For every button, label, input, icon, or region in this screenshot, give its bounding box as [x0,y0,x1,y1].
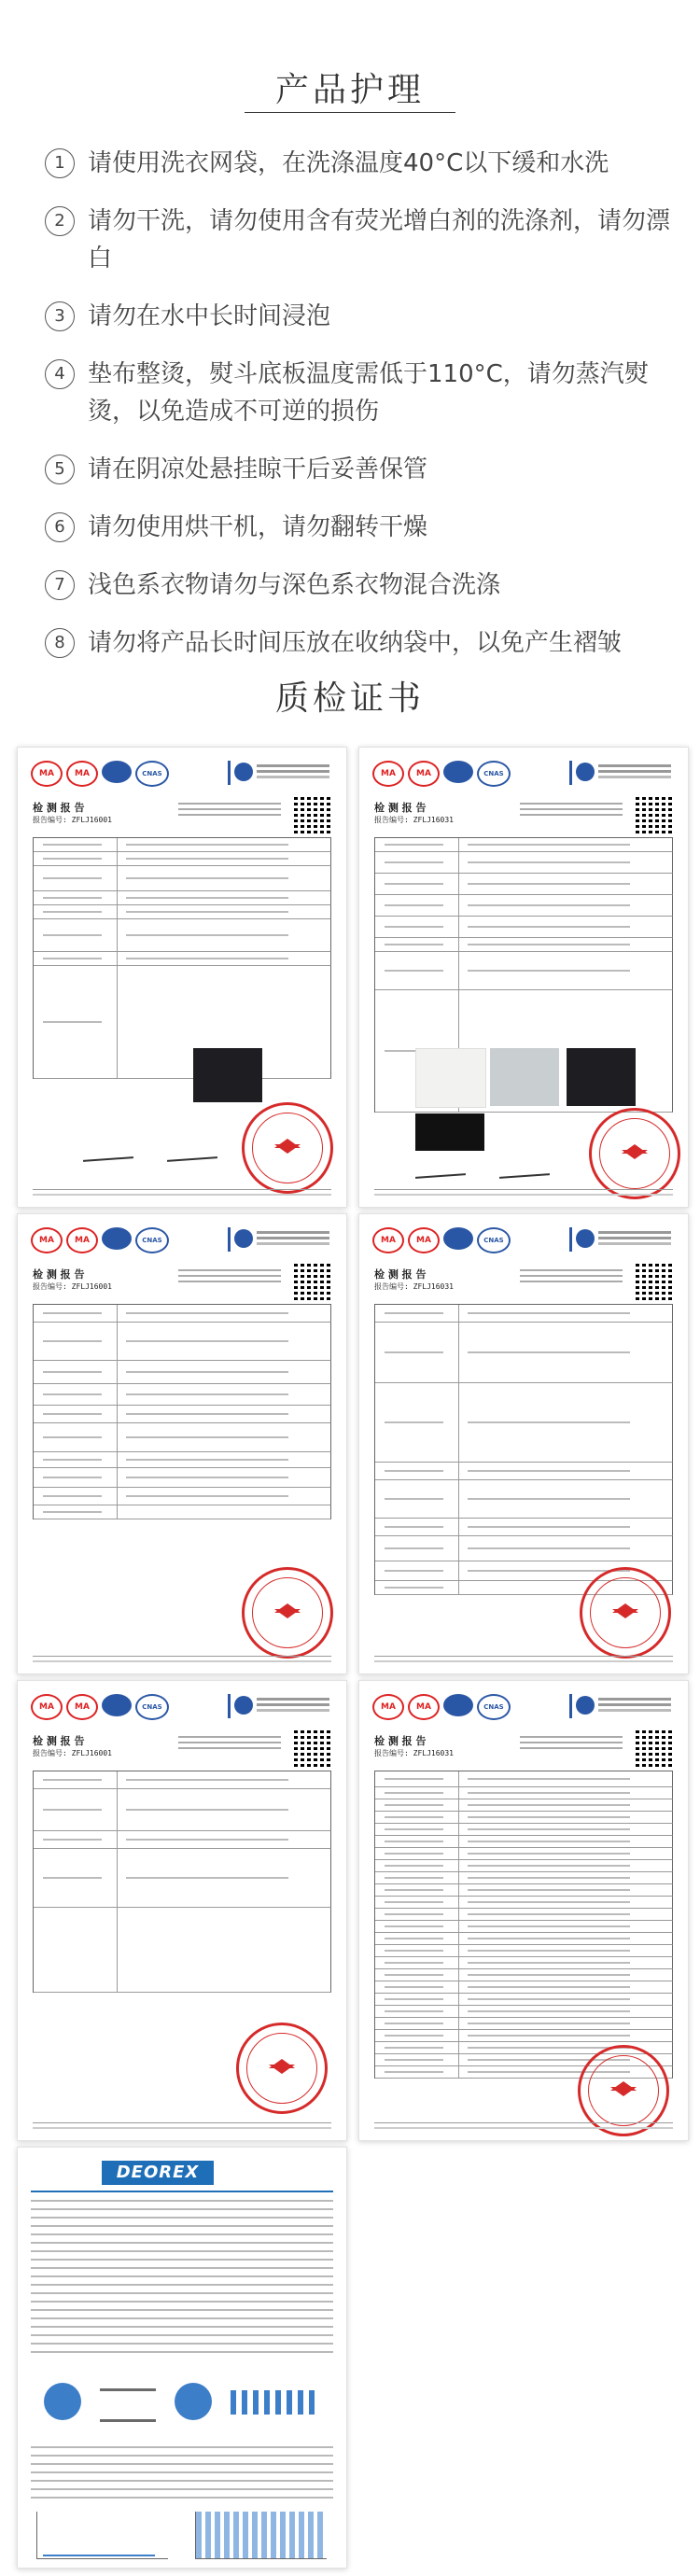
deorex-certificate [17,2147,347,2569]
deorex-text-block [31,2200,333,2359]
care-number-badge: 2 [45,206,75,236]
care-text: 浅色系衣物请勿与深色系衣物混合洗涤 [88,571,501,599]
report-number: 报告编号: ZFLJ16001 [33,816,112,824]
deorex-logo: DEOREX [102,2161,214,2185]
official-seal [242,1102,333,1194]
deorex-diagram [44,2370,320,2435]
seal-star-icon [610,2081,637,2091]
sample-photo-white-tshirt [415,1048,486,1108]
care-text: 请勿使用烘干机，请勿翻转干燥 [88,513,428,541]
cma-logo: MA [31,761,63,787]
deorex-chart-left [36,2512,168,2559]
qr-code [294,1729,331,1767]
cnas-logo: CNAS [135,1694,169,1720]
care-item [45,451,679,488]
cma-logo: MA [408,1694,440,1720]
deorex-header-rule [31,2191,333,2192]
care-title-underline [245,112,455,113]
care-item [45,509,679,546]
report-footer [33,2122,331,2129]
qr-code [294,796,331,833]
deorex-chart-right [195,2512,327,2559]
official-seal [236,2023,328,2114]
signature [83,1156,133,1162]
report-site-info [178,1267,281,1285]
cnas-logo: CNAS [477,761,511,787]
report-site-info [178,1733,281,1752]
test-report-page-2 [358,747,689,1208]
sample-photo-black-tshirt [567,1048,636,1106]
report-heading: 检 测 报 告 [374,1268,427,1281]
accreditation-logos [372,1227,675,1255]
accreditation-logos [372,761,675,789]
care-number-badge: 3 [45,301,75,331]
care-item [45,624,679,662]
care-list [45,145,679,682]
report-number: 报告编号: ZFLJ16001 [33,1749,112,1757]
test-report-page-3 [17,1213,347,1674]
report-site-info [178,800,281,819]
care-number-badge: 7 [45,570,75,600]
care-item [45,567,679,604]
care-title: 产品护理 [274,71,425,109]
lab-logo [228,1227,333,1252]
report-number: 报告编号: ZFLJ16031 [374,1282,454,1291]
test-report-page-5 [17,1680,347,2141]
care-text: 垫布整烫，熨斗底板温度需低于110°C，请勿蒸汽熨烫，以免造成不可逆的损伤 [88,360,649,426]
cnas-logo: CNAS [477,1227,511,1253]
test-report-page-6 [358,1680,689,2141]
report-table [374,1771,673,2079]
care-text: 请使用洗衣网袋，在洗涤温度40°C以下缓和水洗 [88,149,609,177]
report-site-info [520,1267,623,1285]
care-text: 请在阴凉处悬挂晾干后妥善保管 [88,455,428,483]
cma-logo: MA [372,761,404,787]
cma-logo: MA [372,1694,404,1720]
cma-logo: MA [408,761,440,787]
official-seal [580,1567,671,1659]
lab-logo [569,1694,675,1718]
care-text: 请勿干洗，请勿使用含有荧光增白剂的洗涤剂，请勿漂白 [88,207,671,273]
signature [415,1173,466,1179]
report-heading: 检 测 报 告 [374,1735,427,1747]
report-heading: 检 测 报 告 [33,1735,85,1747]
sample-photo-grey-fabric [490,1048,559,1106]
lab-logo [228,761,333,785]
test-report-page-4 [358,1213,689,1674]
seal-star-icon [269,2059,295,2068]
report-table [374,1304,673,1595]
report-footer [33,1656,331,1662]
cnas-logo: CNAS [477,1694,511,1720]
seal-star-icon [274,1139,301,1148]
care-number-badge: 8 [45,628,75,658]
ilac-logo [443,1694,473,1716]
cma-logo: MA [31,1227,63,1253]
official-seal [589,1108,680,1199]
signature [167,1156,217,1162]
report-footer [374,2122,673,2129]
deorex-text-block-2 [31,2446,333,2502]
lab-logo [228,1694,333,1718]
qr-code [294,1263,331,1300]
cma-logo: MA [66,1227,98,1253]
ilac-logo [443,1227,473,1250]
ilac-logo [102,1694,132,1716]
report-heading: 检 测 报 告 [33,802,85,814]
cma-logo: MA [408,1227,440,1253]
report-number: 报告编号: ZFLJ16031 [374,816,454,824]
report-footer [374,1656,673,1662]
qr-code [636,796,673,833]
seal-star-icon [274,1603,301,1613]
accreditation-logos [31,1227,333,1255]
care-item [45,356,679,430]
ilac-logo [443,761,473,783]
care-number-badge: 6 [45,512,75,542]
test-report-page-1 [17,747,347,1208]
care-item [45,298,679,335]
care-number-badge: 5 [45,455,75,484]
report-site-info [520,1733,623,1752]
accreditation-logos [372,1694,675,1722]
report-footer [374,1189,673,1196]
care-number-badge: 4 [45,359,75,389]
cnas-logo: CNAS [135,761,169,787]
report-table [33,1304,331,1519]
ilac-logo [102,761,132,783]
care-item [45,203,679,277]
seal-star-icon [612,1603,638,1613]
report-site-info [520,800,623,819]
lab-logo [569,761,675,785]
certificates-title: 质检证书 [274,679,425,718]
report-footer [33,1189,331,1196]
cma-logo: MA [66,761,98,787]
report-table [33,837,331,1079]
care-item [45,145,679,182]
report-table [33,1771,331,1993]
care-number-badge: 1 [45,148,75,178]
qr-code [636,1263,673,1300]
report-number: 报告编号: ZFLJ16031 [374,1749,454,1757]
lab-logo [569,1227,675,1252]
cma-logo: MA [372,1227,404,1253]
report-heading: 检 测 报 告 [374,802,427,814]
signature [499,1173,550,1179]
cma-logo: MA [66,1694,98,1720]
seal-star-icon [622,1144,648,1154]
accreditation-logos [31,761,333,789]
cma-logo: MA [31,1694,63,1720]
official-seal [242,1567,333,1659]
ilac-logo [102,1227,132,1250]
care-text: 请勿在水中长时间浸泡 [88,302,331,330]
report-number: 报告编号: ZFLJ16001 [33,1282,112,1291]
accreditation-logos [31,1694,333,1722]
sample-photo-black-tshirt [193,1048,262,1102]
care-text: 请勿将产品长时间压放在收纳袋中，以免产生褶皱 [88,629,623,657]
cnas-logo: CNAS [135,1227,169,1253]
sample-photo-black-fabric [415,1113,484,1151]
qr-code [636,1729,673,1767]
report-heading: 检 测 报 告 [33,1268,85,1281]
